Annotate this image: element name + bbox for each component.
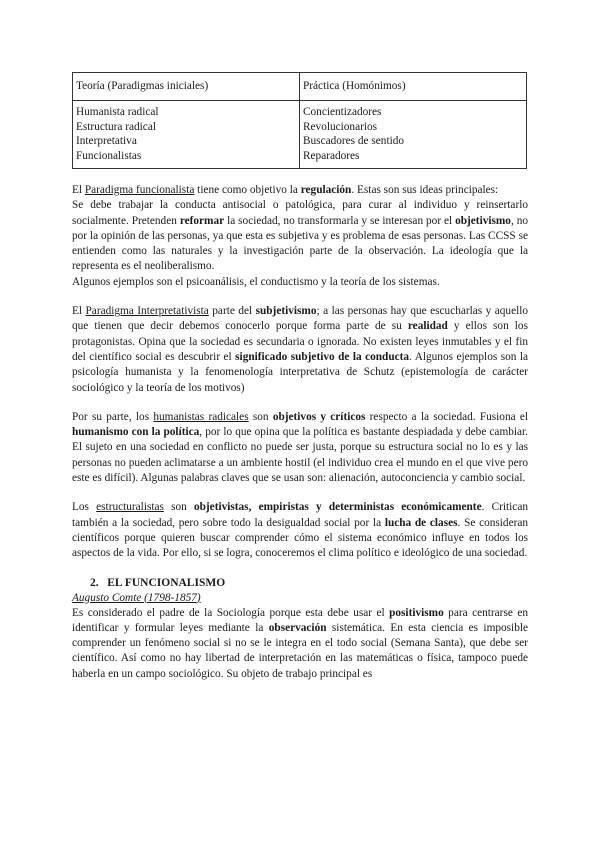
term-estructuralistas: estructuralistas <box>96 501 164 514</box>
keyword-significado: significado subjetivo de la conducta <box>235 350 410 363</box>
paradigms-table <box>72 72 527 169</box>
paragraph-funcionalista-examples: Algunos ejemplos son el psicoanálisis, el conductismo y la teoría de los sistemas. <box>72 275 440 288</box>
keyword-humanismo-politica: humanismo con la política <box>72 426 200 439</box>
table-header-theory: Teoría (Paradigmas iniciales) <box>73 73 300 101</box>
theory-item: Interpretativa <box>76 135 137 147</box>
keyword-subjetivismo: subjetivismo <box>255 305 317 318</box>
theory-item: Humanista radical <box>76 106 159 118</box>
section-number: 2. <box>90 576 99 589</box>
theory-item: Funcionalistas <box>76 149 142 162</box>
practice-item: Concientizadores <box>303 106 382 118</box>
section-heading <box>72 576 528 591</box>
keyword-objetivistas: objetivistas, empiristas y deterministas económicamente <box>193 501 482 514</box>
table-row <box>73 101 527 169</box>
practice-item: Reparadores <box>303 149 360 162</box>
keyword-realidad: realidad <box>407 320 448 333</box>
keyword-observacion: observación <box>268 621 327 634</box>
table-header-practice: Práctica (Homónimos) <box>300 73 527 101</box>
keyword-positivismo: positivismo <box>389 606 444 619</box>
section-title: EL FUNCIONALISMO <box>107 576 226 589</box>
practice-cell <box>300 101 527 169</box>
paragraph-interpretativista: El Paradigma Interpretativista parte del subjetivismo; a las personas hay que escucharlas y aquello que tienen que decir debemos conocerlo porque forma parte de su realidad y ellos son los protagonistas. Opina que la sociedad es secundaria o ignorada. No existen leyes inmutables y el fin del científico social es descubrir el significado subjetivo de la conducta. Algunos ejemplos son la psicología humanista y la fenomenología interpretativa de Schutz (epistemología de carácter sociológico y la teoría de los motivos) <box>72 305 529 394</box>
table-header-row <box>73 73 527 101</box>
paragraph-humanistas-radicales: Por su parte, los humanistas radicales son objetivos y críticos respecto a la sociedad. Fusiona el humanismo con la política, por lo que opina que la política es bastante despiadada y debe cambiar. El sujeto en una sociedad en conflicto no puede ser justa, porque su estructura social no lo es y las personas no pueden aclimatarse a un ambiente hostil (el individuo crea el mundo en el que vive pero este es difícil). Algunas palabras claves que se usan son: alienación, autoconciencia y cambio social. <box>72 410 529 485</box>
document-page <box>72 72 528 682</box>
keyword-objetivismo: objetivismo <box>455 214 511 227</box>
term-humanistas-radicales: humanistas radicales <box>153 410 249 423</box>
paragraph-comte: Es considerado el padre de la Sociología porque esta debe usar el positivismo para centrarse en identificar y formular leyes mediante la observación sistemática. En esta ciencia es imposible comprender un fenómeno social si no se le integra en el todo social (Semana Santa), que debe ser científico. Así como no hay libertad de interpretación en las matemáticas o física, tampoco puede haberla en un campo sociológico. Su objeto de trabajo principal es <box>72 606 528 680</box>
practice-item: Buscadores de sentido <box>303 135 405 147</box>
term-paradigma-interpretativista: Paradigma Interpretativista <box>85 305 209 318</box>
paragraph-estructuralistas: Los estructuralistas son objetivistas, empiristas y deterministas económicamente. Critican también a la sociedad, pero sobre todo la desigualdad social por la lucha de clases. Se consideran científicos porque quieren buscar comprender cómo el sistema económico influye en todos los aspectos de la vida. Por ello, si se logra, conoceremos el clima político e ideológico de una sociedad. <box>72 501 529 560</box>
theory-item: Estructura radical <box>76 120 156 133</box>
keyword-regulacion: regulación <box>300 184 352 196</box>
keyword-reformar: reformar <box>179 214 225 227</box>
paragraph-funcionalista-body: Se debe trabajar la conducta antisocial o patológica, para curar al individuo y reinsertarlo socialmente. Pretenden reformar la sociedad, no transformarla y se interesan por el objetivismo, no por la opinión de las personas, ya que esta es subjetiva y es problema de esas personas. Las CCSS se entienden como las naturales y la investigación parte de la observación. La ideología que la representa es el neoliberalismo. <box>72 199 528 273</box>
theory-cell <box>73 101 300 169</box>
author-subheading: Augusto Comte (1798-1857) <box>72 591 201 604</box>
practice-item: Revolucionarios <box>303 120 378 133</box>
keyword-objetivos-criticos: objetivos y críticos <box>272 410 366 423</box>
paragraph-funcionalista-intro: El Paradigma funcionalista tiene como objetivo la regulación. Estas son sus ideas principales: <box>72 184 499 196</box>
term-paradigma-funcionalista: Paradigma funcionalista <box>84 184 195 196</box>
keyword-lucha-clases: lucha de clases <box>384 516 458 529</box>
